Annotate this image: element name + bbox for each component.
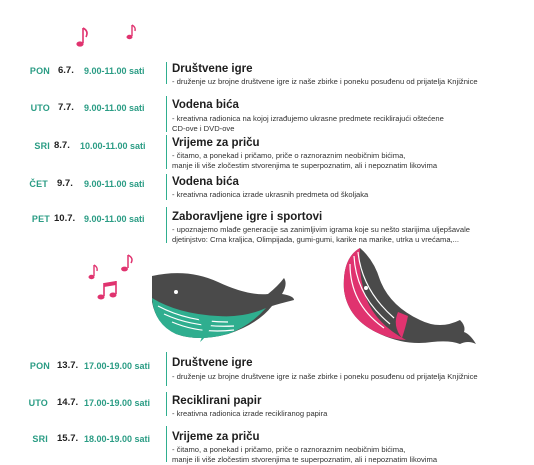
day-label: UTO xyxy=(30,103,50,113)
date-label: 14.7. xyxy=(57,397,79,408)
event-title: Društvene igre xyxy=(172,357,253,369)
event-title: Vrijeme za priču xyxy=(172,137,260,149)
separator-line xyxy=(166,207,167,243)
time-label: 18.00-19.00 sati xyxy=(84,434,151,444)
date-label: 10.7. xyxy=(54,213,76,224)
event-desc: - kreativna radionica na kojoj izrađujemo ukrasne predmete reciklirajući oštećene xyxy=(172,114,444,123)
event-title: Reciklirani papir xyxy=(172,395,262,407)
event-desc: - upoznajemo mlađe generacije sa zanimljivim igrama koje su nešto starijima uljepšavale xyxy=(172,225,470,234)
time-label: 9.00-11.00 sati xyxy=(84,103,145,113)
time-label: 17.00-19.00 sati xyxy=(84,361,151,371)
event-desc: manje ili više zločestim stvorenjima te superpoznatim, ali i nepoznatim likovima xyxy=(172,161,438,170)
separator-line xyxy=(166,426,167,462)
event-desc: CD-ove i DVD-ove xyxy=(172,124,235,133)
event-desc: - druženje uz brojne društvene igre iz naše zbirke i poneku posuđenu od prijatelja Knjižnice xyxy=(172,372,478,381)
event-desc: - kreativna radionica izrade ukrasnih predmeta od školjaka xyxy=(172,190,369,199)
day-label: SRI xyxy=(34,141,50,151)
date-label: 8.7. xyxy=(54,140,70,151)
day-label: ČET xyxy=(29,179,48,189)
time-label: 9.00-11.00 sati xyxy=(84,214,145,224)
time-label: 9.00-11.00 sati xyxy=(84,66,145,76)
day-label: UTO xyxy=(28,398,48,408)
pink-whale-illustration xyxy=(336,244,480,354)
event-desc: - kreativna radionica izrade recikliranog papira xyxy=(172,409,328,418)
event-desc: - čitamo, a ponekad i pričamo, priče o raznoraznim neobičnim bićima, xyxy=(172,151,406,160)
time-label: 17.00-19.00 sati xyxy=(84,398,151,408)
time-label: 9.00-11.00 sati xyxy=(84,179,145,189)
day-label: PET xyxy=(31,214,50,224)
event-title: Zaboravljene igre i sportovi xyxy=(172,211,323,223)
day-label: PON xyxy=(29,66,50,76)
separator-line xyxy=(166,392,167,416)
event-title: Društvene igre xyxy=(172,63,253,75)
day-label: SRI xyxy=(32,434,48,444)
separator-line xyxy=(166,174,167,200)
music-note-icon xyxy=(118,254,136,274)
separator-line xyxy=(166,135,167,169)
event-title: Vodena bića xyxy=(172,99,239,111)
time-label: 10.00-11.00 sati xyxy=(80,141,146,151)
date-label: 7.7. xyxy=(58,102,74,113)
event-desc: - druženje uz brojne društvene igre iz naše zbirke i poneku posuđenu od prijatelja Knjižnice xyxy=(172,77,478,86)
separator-line xyxy=(166,62,167,84)
event-desc: djetinjstvo: Crna kraljica, Olimpijada, gumi-gumi, karike na marike, utrka u vrećama,... xyxy=(172,235,459,244)
separator-line xyxy=(166,352,167,386)
music-note-icon xyxy=(74,26,92,50)
event-title: Vodena bića xyxy=(172,176,239,188)
event-title: Vrijeme za priču xyxy=(172,431,260,443)
event-desc: - čitamo, a ponekad i pričamo, priče o raznoraznim neobičnim bićima, xyxy=(172,445,406,454)
date-label: 9.7. xyxy=(57,178,73,189)
date-label: 15.7. xyxy=(57,433,79,444)
date-label: 6.7. xyxy=(58,65,74,76)
music-note-icon xyxy=(124,24,138,42)
green-whale-illustration xyxy=(148,268,296,344)
separator-line xyxy=(166,96,167,132)
date-label: 13.7. xyxy=(57,360,79,371)
day-label: PON xyxy=(29,361,50,371)
double-music-note-icon xyxy=(96,280,122,302)
event-desc: manje ili više zločestim stvorenjima te superpoznatim, ali i nepoznatim likovima xyxy=(172,455,438,464)
